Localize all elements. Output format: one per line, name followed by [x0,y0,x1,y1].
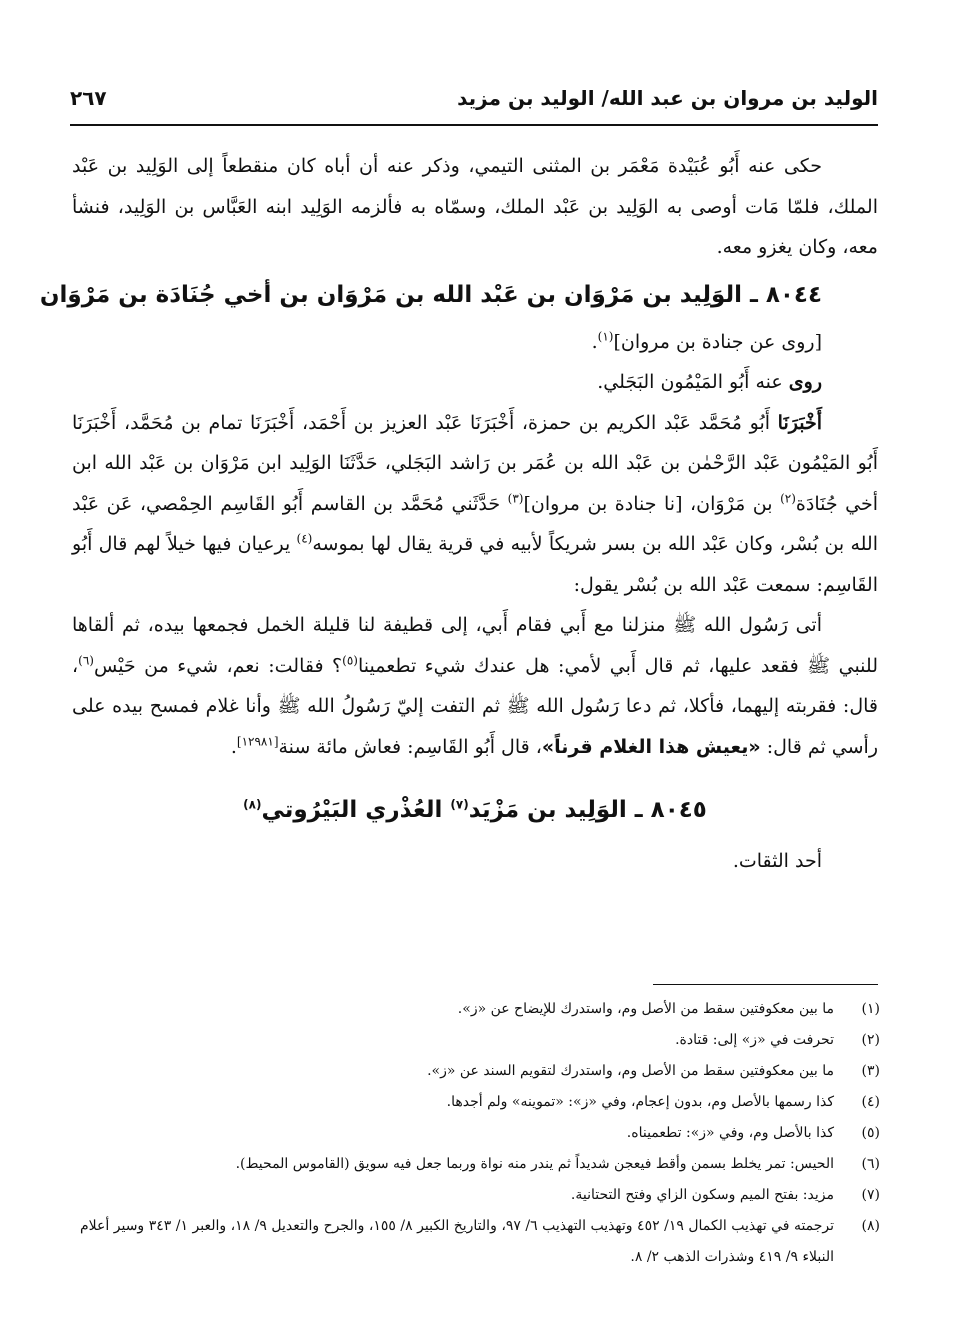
footnote-ref-6: (٦) [78,653,94,668]
entry-8044-bracket-note [72,322,878,363]
footnote-number: (٥) [861,1125,880,1141]
footnote-number: (٢) [861,1032,880,1048]
footnote-ref-7: (٧) [450,797,469,812]
footnote-number: (١) [861,1001,880,1017]
footnote-text: ما بين معكوفتين سقط من الأصل وم، واستدرك للإيضاح عن «ز». [457,1001,834,1017]
footnote-ref-1: (١) [597,329,614,344]
footnote-text: مزيد: بفتح الميم وسكون الزاي وفتح التحتانية. [570,1187,834,1203]
footnote-text: تحرفت في «ز» إلى: قتادة. [675,1032,834,1048]
bracket-text: [روى عن جنادة بن مروان] [613,330,822,353]
footnote-item [80,1056,880,1087]
footnotes [80,994,880,1273]
hadith-reference-number: [١٢٩٨١] [236,734,279,749]
isnad-text-a: أَبُو مُحَمَّد عَبْد الكريم بن حمزة، أَخْبَرَنَا عَبْد العزيز بن أَحْمَد، أَخْبَرَنَا تمام بن مُحَمَّد، أَخْبَرَنَا أَبُو المَيْمُون عَبْد الرَّحْمٰن بن عَبْد الله بن عُمَر بن رَاشد البَجَلي، حَدَّثَنَا الوَلِيد ابن مَرْوَان بن عَبْد الله ابن أخي جُنَادَة [72,411,879,515]
running-header [70,86,878,122]
footnote-ref-5: (٥) [342,653,358,668]
isnad-text-d: يرعيان فيها خيلاً لهم قال أَبُو القَاسِم: سمعت عَبْد الله بن بُسْر يقول: [72,533,878,596]
header-rule [70,124,878,126]
footnote-item [80,1025,880,1056]
matn-paragraph [72,605,878,767]
footnote-text: ما بين معكوفتين سقط من الأصل وم، واستدرك لتقويم السند عن «ز». [427,1063,834,1079]
footnote-ref-8: (٨) [243,797,262,812]
entry-8045-title [72,789,878,831]
matn-text-b: ؟ فقالت: نعم، شيء من حَيْس [93,654,343,677]
akhbarana-keyword: أَخْبَرَنَا [777,411,822,434]
footnote-item [80,1211,880,1273]
matn-end: . [230,735,237,758]
paragraph-continuation: حكى عنه أَبُو عُبَيْدة مَعْمَر بن المثنى التيمي، وذكر عنه أن أباه كان منقطعاً إلى الوَلِيد بن عَبْد الملك، فلمّا مَات أوصى به الوَلِيد بن عَبْد الملك، وسمّاه به فألزمه الوَلِيد ابنه العَبَّاس بن الوَلِيد، فنشأ معه، وكان يغزو معه. [72,155,878,258]
footnote-text: كذا بالأصل وم، وفي «ز»: تطعميناه. [626,1125,834,1141]
entry-8045-text: أحد الثقات. [732,850,822,872]
rawa-paragraph [72,362,878,403]
footnote-separator [653,984,878,985]
footnote-ref-4: (٤) [296,531,313,546]
footnote-number: (٨) [861,1218,880,1234]
main-text [39,146,879,882]
entry-8045-title-a: ٨٠٤٥ ـ الوَلِيد بن مَزْيَد [468,797,707,823]
footnote-item [80,1149,880,1180]
footnote-text: الحيس: تمر يخلط بسمن وأقط فيعجن شديداً ثم يندر منه نواة وربما جعل فيه سويق (القاموس المحيط). [235,1156,834,1172]
footnote-ref-2: (٢) [780,491,796,506]
footnote-number: (٤) [861,1094,880,1110]
entry-8045-title-b: العُذْري البَيْرُوتي [261,797,451,823]
page-number: ٢٦٧ [70,86,107,110]
footnote-item [80,1087,880,1118]
isnad-text-c: حَدَّثَني مُحَمَّد بن القاسم أَبُو القَاسِم الحِمْصي، عَن عَبْد الله بن بُسْر، وكان عَبْد الله بن بسر شريكاً لأبيه في قرية يقال لها بموسه [72,492,879,555]
footnote-ref-3: (٣) [507,491,524,506]
footnote-item [80,994,880,1025]
header-title: الوليد بن مروان بن عبد الله/ الوليد بن مزيد [457,86,878,110]
footnote-item [80,1118,880,1149]
hadith-quote: «يعيش هذا الغلام قرناً» [541,735,761,758]
matn-text-a: أتى رَسُول الله ﷺ منزلنا مع أَبي فقام أَبي، إلى قطيفة لنا قليلة الخمل فجمعها بيده، ثم ألقاها للنبي ﷺ فقعد عليها، ثم قال أَبي لأمي: هل عندك شيء تطعمينا [72,614,878,677]
rawa-keyword: روى [788,371,822,393]
footnote-text: ترجمته في تهذيب الكمال ١٩/ ٤٥٢ وتهذيب التهذيب ٦/ ٩٧، والتاريخ الكبير ٨/ ١٥٥، والجرح والتعديل ٩/ ١٨، والعبر ١/ ٣٤٣ وسير أعلام النبلاء ٩/ ٤١٩ وشذرات الذهب ٢/ ٨. [80,1218,835,1265]
entry-8044-title: ٨٠٤٤ ـ الوَلِيد بن مَرْوَان بن عَبْد الله بن مَرْوَان بن أخي جُنَادَة بن مَرْوَان [39,281,822,308]
isnad-text-b: بن مَرْوَان، [نا جنادة بن مروان] [523,492,781,515]
footnote-item [80,1180,880,1211]
rawa-text: عنه أَبُو المَيْمُون البَجَلي. [597,371,789,393]
footnote-number: (٣) [861,1063,880,1079]
bracket-end: . [591,330,598,353]
matn-text-c: ، قال: فقربته إليهما، فأكلا، ثم دعا رَسُول الله ﷺ ثم التفت إليّ رَسُولُ الله ﷺ وأنا غلام فمسح بيده على رأسي ثم قال: [72,654,878,758]
footnote-text: كذا رسمها بالأصل وم، بدون إعجام، وفي «ز»: «تموينه» ولم أجدها. [446,1094,834,1110]
footnote-number: (٧) [861,1187,880,1203]
matn-text-d: ، قال أَبُو القَاسِم: فعاش مائة سنة [278,735,542,758]
footnote-number: (٦) [861,1156,880,1172]
isnad-paragraph [72,403,878,606]
